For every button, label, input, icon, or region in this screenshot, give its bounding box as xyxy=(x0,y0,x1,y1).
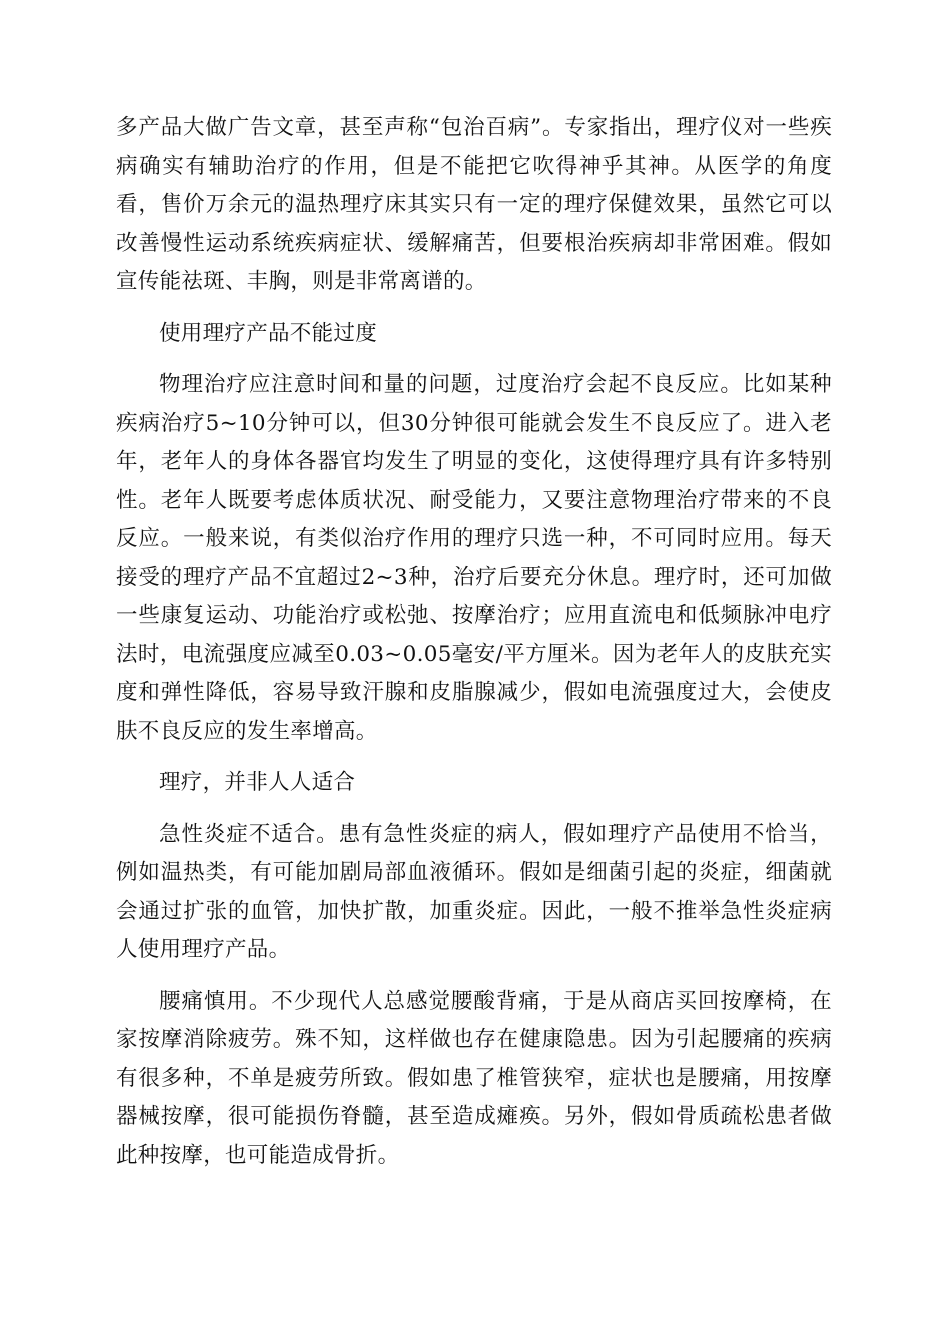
section-heading-not-for-everyone: 理疗，并非人人适合 xyxy=(159,770,356,795)
section-heading-no-overuse: 使用理疗产品不能过度 xyxy=(159,320,378,346)
paragraph-back-pain: 腰痛慎用。不少现代人总感觉腰酸背痛，于是从商店买回按摩椅，在家按摩消除疲劳。殊不知，这样做也存在健康隐患。因为引起腰痛的疾病有很多种，不单是疲劳所致。假如患了椎管狭窄，症状也是腰痛，用按摩器械按摩，很可能损伤脊髓，甚至造成瘫痪。另外，假如骨质疏松患者做此种按摩，也可能造成骨折。 xyxy=(116,988,832,1168)
document-page xyxy=(116,109,832,1175)
paragraph-intro-continuation: 多产品大做广告文章，甚至声称“包治百病”。专家指出，理疗仪对一些疾病确实有辅助治疗的作用，但是不能把它吹得神乎其神。从医学的角度看，售价万余元的温热理疗床其实只有一定的理疗保健效果，虽然它可以改善慢性运动系统疾病症状、缓解痛苦，但要根治疾病却非常困难。假如宣传能祛斑、丰胸，则是非常离谱的。 xyxy=(116,115,832,294)
paragraph-acute-inflammation: 急性炎症不适合。患有急性炎症的病人，假如理疗产品使用不恰当，例如温热类，有可能加剧局部血液循环。假如是细菌引起的炎症，细菌就会通过扩张的血管，加快扩散，加重炎症。因此，一般不推举急性炎症病人使用理疗产品。 xyxy=(116,821,832,962)
paragraph-treatment-time: 物理治疗应注意时间和量的问题，过度治疗会起不良反应。比如某种疾病治疗5~10分钟可以，但30分钟很可能就会发生不良反应了。进入老年，老年人的身体各器官均发生了明显的变化，这使得理疗具有许多特别性。老年人既要考虑体质状况、耐受能力，又要注意物理治疗带来的不良反应。一般来说，有类似治疗作用的理疗只选一种，不可同时应用。每天接受的理疗产品不宜超过2~3种，治疗后要充分休息。理疗时，还可加做一些康复运动、功能治疗或松弛、按摩治疗；应用直流电和低频脉冲电疗法时，电流强度应减至0.03~0.05毫安/平方厘米。因为老年人的皮肤充实度和弹性降低，容易导致汗腺和皮脂腺减少，假如电流强度过大，会使皮肤不良反应的发生率增高。 xyxy=(116,372,832,744)
